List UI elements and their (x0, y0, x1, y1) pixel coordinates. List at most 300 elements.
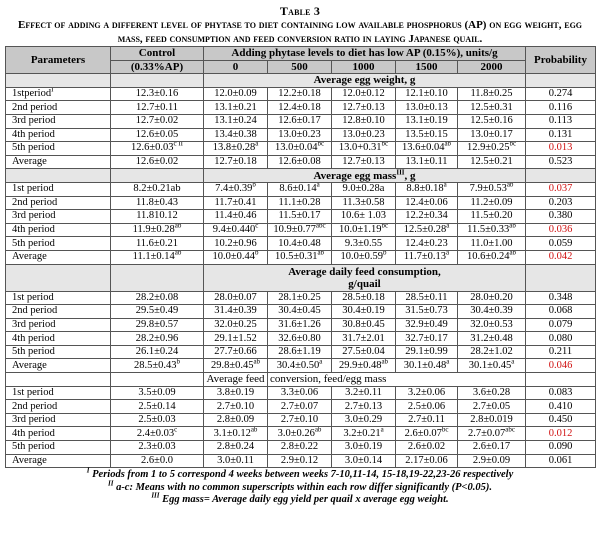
value-text: 29.8±0.57 (135, 318, 179, 330)
parameter-label: 4th period (12, 332, 55, 344)
value-cell (204, 182, 268, 196)
section-control-empty (111, 74, 204, 88)
value-superscript: ab (506, 182, 514, 189)
value-cell (396, 427, 458, 441)
value-cell (332, 454, 396, 468)
parameter-cell (6, 427, 111, 441)
value-cell (268, 182, 332, 196)
value-cell (111, 87, 204, 101)
value-text: 11.5±0.17 (278, 210, 321, 222)
parameter-label: 5th period (12, 441, 55, 453)
probability-cell: 0.036 (526, 223, 596, 237)
value-text: 12.0±0.09 (214, 88, 257, 100)
value-text: 3.0±0.11 (217, 454, 254, 466)
value-text: 12.7±0.18 (214, 156, 257, 168)
value-text: 8.6±0.14 (279, 183, 317, 195)
value-superscript: bc (509, 141, 517, 148)
value-text: 3.2±0.11 (345, 386, 382, 398)
value-text: 2.8±0.09 (216, 414, 255, 426)
value-text: 31.5±0.73 (405, 305, 448, 317)
value-cell (268, 210, 332, 224)
value-cell (396, 345, 458, 359)
parameter-label: Average (12, 156, 47, 168)
value-superscript: a (319, 358, 323, 366)
value-cell (111, 386, 204, 400)
value-text: 13.1±0.21 (214, 101, 257, 113)
value-text: 12.7±0.13 (342, 156, 385, 168)
value-cell (268, 155, 332, 169)
value-cell (332, 345, 396, 359)
value-text: 28.5±0.43 (133, 359, 177, 371)
parameter-label: 3rd period (12, 414, 56, 426)
value-text: 3.1±0.12 (213, 427, 251, 439)
value-cell (396, 182, 458, 196)
parameter-cell (6, 114, 111, 128)
value-cell (268, 101, 332, 115)
parameter-cell (6, 128, 111, 142)
value-cell (204, 210, 268, 224)
value-text: 30.1±0.45 (468, 359, 512, 371)
value-text: 30.4±0.45 (278, 305, 321, 317)
value-text: 13.0±0.17 (470, 128, 513, 140)
value-text: 2.4±0.03 (136, 427, 175, 439)
value-superscript: bc (381, 141, 389, 148)
table-row (6, 332, 596, 346)
value-cell (332, 441, 396, 455)
value-superscript: ab (509, 250, 517, 257)
value-text: 2.8±0.019 (470, 414, 513, 426)
value-cell (332, 427, 396, 441)
value-text: 11.8±0.43 (135, 196, 179, 208)
parameter-cell (6, 359, 111, 373)
section-title: conversion, feed/egg mass (268, 373, 526, 387)
value-cell (332, 155, 396, 169)
value-cell (332, 87, 396, 101)
value-cell (268, 441, 332, 455)
value-cell (268, 128, 332, 142)
section-title-sup: III (396, 168, 405, 176)
value-cell (396, 250, 458, 264)
parameter-cell (6, 454, 111, 468)
phytase-header: Adding phytase levels to diet has low AP (0.15%), units/g (204, 47, 526, 61)
table-row (6, 400, 596, 414)
value-superscript: a (446, 250, 450, 257)
value-superscript: b (383, 250, 387, 257)
parameters-header: Parameters (6, 47, 111, 74)
value-cell (396, 142, 458, 156)
table-page (5, 4, 595, 507)
level-header: 500 (268, 60, 332, 74)
value-text: 30.4±0.50 (276, 359, 320, 371)
value-cell (268, 305, 332, 319)
value-text: 3.5±0.09 (138, 386, 176, 398)
section-title-suffix: , g (404, 169, 416, 182)
probability-cell: 0.523 (526, 155, 596, 169)
value-superscript: bc (381, 223, 389, 230)
probability-cell: 0.116 (526, 101, 596, 115)
value-cell (204, 400, 268, 414)
value-cell (458, 237, 526, 251)
value-text: 2.7±0.05 (472, 400, 511, 412)
value-cell (458, 332, 526, 346)
section-control-empty (111, 373, 204, 387)
value-cell (332, 400, 396, 414)
value-text: 12.7±0.13 (342, 101, 385, 113)
parameter-label: 2nd period (12, 196, 58, 208)
value-superscript: c (174, 426, 178, 434)
value-cell (268, 291, 332, 305)
section-title-line2: g/quail (348, 277, 381, 290)
value-text: 31.4±0.39 (214, 305, 257, 317)
table-row (6, 196, 596, 210)
value-cell (458, 114, 526, 128)
value-text: 12.3±0.16 (135, 88, 179, 100)
probability-header: Probability (526, 47, 596, 74)
value-superscript: a (255, 141, 259, 148)
parameter-cell (6, 87, 111, 101)
value-cell (111, 237, 204, 251)
section-row (6, 373, 596, 387)
value-text: 10.0±0.44 (212, 251, 255, 263)
value-cell (458, 155, 526, 169)
value-cell (204, 386, 268, 400)
value-cell (396, 318, 458, 332)
section-title-text: Average egg mass (313, 169, 397, 182)
value-text: 3.0±0.26 (277, 427, 315, 439)
section-p-empty (526, 74, 596, 88)
section-label-empty (6, 74, 111, 88)
value-cell (458, 142, 526, 156)
value-cell (111, 400, 204, 414)
section-row (6, 169, 596, 183)
value-text: 2.5±0.06 (407, 400, 446, 412)
value-text: 13.1±0.19 (405, 115, 448, 127)
value-cell (268, 332, 332, 346)
value-cell (458, 223, 526, 237)
value-cell (204, 291, 268, 305)
value-text: 13.5±0.15 (405, 128, 448, 140)
section-label-empty (6, 264, 111, 291)
value-cell (332, 318, 396, 332)
table-row (6, 155, 596, 169)
value-cell (268, 413, 332, 427)
value-cell (268, 454, 332, 468)
section-label-empty (6, 169, 111, 183)
value-cell (204, 155, 268, 169)
value-cell (111, 441, 204, 455)
probability-cell: 0.012 (526, 427, 596, 441)
value-text: 12.0±0.12 (342, 88, 385, 100)
value-text: 31.7±2.01 (342, 332, 385, 344)
parameter-cell (6, 250, 111, 264)
value-cell (268, 386, 332, 400)
table-row (6, 318, 596, 332)
probability-cell: 0.068 (526, 305, 596, 319)
value-superscript: b (255, 250, 259, 257)
value-text: 12.6±0.03 (130, 142, 174, 154)
value-superscript: a (380, 426, 384, 434)
table-row (6, 454, 596, 468)
value-cell (458, 454, 526, 468)
value-text: 8.8±0.18 (406, 183, 444, 195)
value-text: 29.5±0.49 (135, 305, 179, 317)
value-superscript: abc (315, 223, 326, 230)
value-superscript: bc (441, 426, 449, 434)
value-text: 2.9±0.09 (472, 454, 511, 466)
probability-cell: 0.348 (526, 291, 596, 305)
probability-cell: 0.042 (526, 250, 596, 264)
value-text: 11.5±0.20 (470, 210, 513, 222)
value-cell (111, 305, 204, 319)
table-row (6, 250, 596, 264)
value-cell (111, 318, 204, 332)
level-header: 0 (204, 60, 268, 74)
value-cell (332, 128, 396, 142)
value-cell (396, 291, 458, 305)
value-text: 2.6±0.0 (140, 454, 173, 466)
value-cell (458, 101, 526, 115)
value-text: 30.8±0.45 (342, 318, 385, 330)
value-text: 2.17±0.06 (405, 454, 448, 466)
parameter-cell (6, 332, 111, 346)
table-body (6, 74, 596, 468)
value-cell (111, 359, 204, 373)
table-number: Table 3 (279, 4, 321, 18)
value-cell (396, 237, 458, 251)
section-p-empty (526, 264, 596, 291)
parameter-label: 1st period (12, 291, 54, 303)
level-header: 1500 (396, 60, 458, 74)
probability-cell: 0.079 (526, 318, 596, 332)
control-sub-header: (0.33%AP) (111, 60, 204, 74)
value-text: 26.1±0.24 (135, 346, 179, 358)
value-superscript: a (511, 358, 515, 366)
section-control-empty (111, 264, 204, 291)
value-cell (204, 427, 268, 441)
value-cell (268, 87, 332, 101)
value-text: 13.0±0.04 (274, 142, 318, 154)
value-cell (268, 196, 332, 210)
value-text: 9.4±0.440 (212, 224, 256, 236)
table-row (6, 237, 596, 251)
value-text: 3.6±0.28 (472, 386, 511, 398)
value-text: 11.1±0.14 (132, 251, 175, 263)
value-superscript: ab (174, 223, 182, 230)
parameter-cell (6, 291, 111, 305)
value-cell (332, 196, 396, 210)
value-text: 28.2±0.08 (135, 291, 179, 303)
value-cell (458, 441, 526, 455)
value-cell (396, 196, 458, 210)
probability-cell: 0.090 (526, 441, 596, 455)
value-text: 10.6±0.24 (466, 251, 510, 263)
value-cell (204, 250, 268, 264)
parameter-cell (6, 155, 111, 169)
value-text: 2.5±0.03 (138, 414, 176, 426)
value-text: 12.5±0.28 (403, 224, 447, 236)
probability-cell: 0.380 (526, 210, 596, 224)
value-text: 2.5±0.14 (138, 400, 176, 412)
table-row (6, 114, 596, 128)
value-cell (204, 413, 268, 427)
value-text: 28.2±1.02 (470, 346, 513, 358)
value-cell (268, 318, 332, 332)
value-superscript: ab (381, 358, 389, 366)
footnote: $^{II}$ a-c: Means with no common superscripts within each row differ significantly (P<0.05). (107, 479, 493, 493)
table-row (6, 142, 596, 156)
value-cell (268, 345, 332, 359)
probability-cell: 0.080 (526, 332, 596, 346)
value-superscript: a (446, 358, 450, 366)
value-cell (396, 413, 458, 427)
value-superscript: abc (505, 426, 515, 434)
table-title: Effect of adding a different level of phytase to diet containing low available phosphorus (AP) on egg weight, egg mass, feed consumption and feed conversion ratio in laying Japanese quail. (17, 19, 583, 45)
value-text: 12.5±0.21 (470, 156, 513, 168)
value-cell (111, 345, 204, 359)
table-row (6, 359, 596, 373)
value-text: 2.6±0.17 (472, 441, 511, 453)
value-text: 13.4±0.38 (214, 128, 257, 140)
value-text: 30.4±0.19 (342, 305, 385, 317)
value-text: 12.6±0.08 (278, 156, 321, 168)
value-text: 9.0±0.28a (342, 183, 385, 195)
value-cell (396, 332, 458, 346)
parameter-label: 5th period (12, 142, 55, 154)
value-cell (458, 386, 526, 400)
value-text: 12.1±0.10 (405, 88, 448, 100)
value-text: 10.2±0.96 (214, 237, 257, 249)
value-cell (111, 454, 204, 468)
value-cell (396, 386, 458, 400)
value-cell (332, 291, 396, 305)
probability-cell: 0.061 (526, 454, 596, 468)
value-text: 27.5±0.04 (342, 346, 385, 358)
parameter-cell (6, 305, 111, 319)
probability-cell: 0.410 (526, 400, 596, 414)
value-cell (458, 87, 526, 101)
parameter-cell (6, 413, 111, 427)
value-text: 2.7±0.10 (216, 400, 255, 412)
value-text: 28.5±0.18 (342, 291, 385, 303)
value-text: 28.5±0.11 (405, 291, 448, 303)
value-text: 12.5±0.16 (470, 115, 513, 127)
value-text: 3.0±0.19 (344, 441, 383, 453)
parameter-cell (6, 142, 111, 156)
value-text: 2.7±0.07 (280, 400, 319, 412)
probability-cell: 0.113 (526, 114, 596, 128)
parameter-label: 4th period (12, 128, 55, 140)
probability-cell: 0.046 (526, 359, 596, 373)
value-text: 29.1±1.52 (214, 332, 257, 344)
value-cell (268, 114, 332, 128)
parameter-cell (6, 101, 111, 115)
value-text: 32.6±0.80 (278, 332, 321, 344)
value-text: 29.8±0.45 (210, 359, 254, 371)
value-cell (332, 114, 396, 128)
section-title (204, 74, 526, 88)
section-control-empty (111, 169, 204, 183)
value-cell (332, 182, 396, 196)
parameter-cell (6, 318, 111, 332)
footnote: $^{III}$ Egg mass= Average daily egg yield per quail x average egg weight. (151, 491, 449, 506)
value-text: 2.8±0.22 (280, 441, 319, 453)
table-row (6, 182, 596, 196)
table-row (6, 223, 596, 237)
table-row (6, 305, 596, 319)
header-row (6, 47, 596, 61)
footnote: $^I$ Periods from 1 to 5 correspond 4 weeks between weeks 7-10,11-14, 15-18,19-22,23-26 respectively (86, 466, 514, 481)
value-text: 28.2±0.96 (135, 332, 179, 344)
value-text: 3.0±0.29 (344, 414, 383, 426)
value-text: 32.7±0.17 (405, 332, 448, 344)
value-cell (204, 441, 268, 455)
parameter-cell (6, 441, 111, 455)
value-superscript: bc (317, 141, 325, 148)
value-cell (268, 223, 332, 237)
value-cell (458, 250, 526, 264)
value-cell (332, 386, 396, 400)
value-cell (111, 101, 204, 115)
probability-cell: 0.203 (526, 196, 596, 210)
value-cell (111, 332, 204, 346)
value-text: 12.6±0.05 (135, 128, 179, 140)
level-header: 1000 (332, 60, 396, 74)
value-cell (458, 400, 526, 414)
value-text: 11.5±0.33 (467, 224, 510, 236)
value-cell (111, 155, 204, 169)
probability-cell: 0.013 (526, 142, 596, 156)
value-cell (458, 427, 526, 441)
section-title: Average feed (204, 373, 268, 387)
value-superscript: c (255, 223, 259, 230)
value-text: 12.2±0.34 (405, 210, 448, 222)
table-row (6, 210, 596, 224)
value-text: 12.9±0.25 (466, 142, 510, 154)
parameter-label: 5th period (12, 237, 55, 249)
section-title-text: Average egg weight, g (313, 74, 416, 87)
value-text: 12.6±0.02 (135, 156, 179, 168)
value-superscript: a (443, 182, 447, 189)
value-text: 3.2±0.21 (343, 427, 381, 439)
table-row (6, 386, 596, 400)
value-text: 11.1±0.28 (278, 196, 321, 208)
value-cell (396, 155, 458, 169)
value-cell (111, 114, 204, 128)
value-superscript: ab (317, 250, 325, 257)
value-text: 28.0±0.07 (214, 291, 257, 303)
value-text: 3.3±0.06 (280, 386, 319, 398)
parameter-label: 2nd period (12, 101, 58, 113)
value-text: 27.7±0.66 (214, 346, 257, 358)
value-text: 11.810.12 (136, 210, 178, 222)
value-text: 12.4±0.06 (405, 196, 448, 208)
value-text: 2.7±0.11 (408, 414, 445, 426)
section-p-empty (526, 373, 596, 387)
value-text: 2.7±0.07 (468, 427, 506, 439)
parameter-label: 3rd period (12, 318, 56, 330)
parameter-label: 4th period (12, 427, 55, 439)
value-cell (458, 359, 526, 373)
footnotes (5, 466, 595, 507)
value-text: 10.5±0.31 (274, 251, 318, 263)
value-cell (396, 400, 458, 414)
value-text: 11.4±0.46 (214, 210, 257, 222)
value-superscript: ab (314, 426, 322, 434)
value-text: 2.3±0.03 (138, 441, 176, 453)
table-row (6, 413, 596, 427)
parameter-cell (6, 345, 111, 359)
value-cell (204, 305, 268, 319)
